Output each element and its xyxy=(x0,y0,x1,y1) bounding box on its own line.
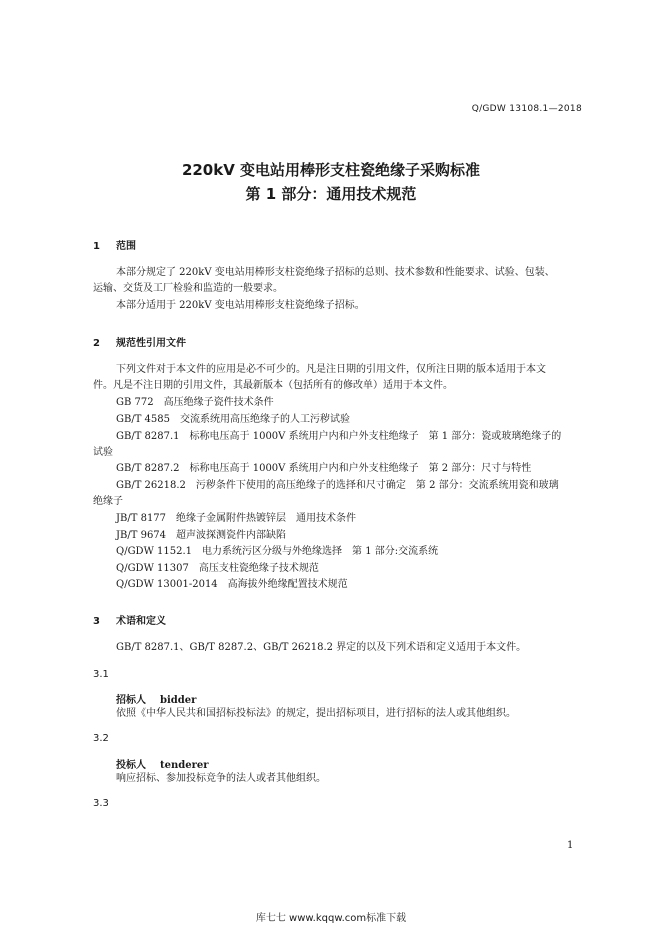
reference-item: GB/T 8287.2 标称电压高于 1000V 系统用户内和户外支柱绝缘子 第 2 部分：尺寸与特性 xyxy=(116,463,532,474)
term-definition: 响应招标、参加投标竞争的法人或者其他组织。 xyxy=(116,773,326,784)
term-chinese: 投标人 xyxy=(116,760,146,771)
reference-item-continuation: 试验 xyxy=(93,447,113,458)
document-code: Q/GDW 13108.1—2018 xyxy=(471,104,582,114)
section-3-heading xyxy=(93,612,166,627)
term-heading xyxy=(116,691,196,706)
footer-watermark: 库七七 www.kqqw.com标准下载 xyxy=(255,913,407,924)
reference-item: Q/GDW 1152.1 电力系统污区分级与外绝缘选择 第 1 部分:交流系统 xyxy=(116,546,439,557)
page-number: 1 xyxy=(567,840,574,851)
paragraph: 运输、交货及工厂检验和监造的一般要求。 xyxy=(93,283,283,294)
paragraph: 本部分适用于 220kV 变电站用棒形支柱瓷绝缘子招标。 xyxy=(116,300,365,311)
paragraph: 件。凡是不注日期的引用文件，其最新版本（包括所有的修改单）适用于本文件。 xyxy=(93,380,453,391)
reference-item: JB/T 9674 超声波探测瓷件内部缺陷 xyxy=(116,530,287,541)
reference-item-continuation: 绝缘子 xyxy=(93,496,123,507)
term-definition: 依照《中华人民共和国招标投标法》的规定，提出招标项目，进行招标的法人或其他组织。 xyxy=(116,708,516,719)
reference-item: GB 772 高压绝缘子瓷件技术条件 xyxy=(116,397,274,408)
section-title: 范围 xyxy=(116,241,136,252)
term-heading xyxy=(116,756,209,771)
section-number: 2 xyxy=(93,338,100,349)
section-number: 1 xyxy=(93,241,100,252)
section-number: 3 xyxy=(93,616,100,627)
term-english: bidder xyxy=(160,695,197,706)
term-chinese: 招标人 xyxy=(116,695,146,706)
document-title: 220kV 变电站用棒形支柱瓷绝缘子采购标准 xyxy=(181,161,481,179)
reference-item: Q/GDW 13001-2014 高海拔外绝缘配置技术规范 xyxy=(116,579,348,590)
term-english: tenderer xyxy=(160,760,209,771)
reference-item: JB/T 8177 绝缘子金属附件热镀锌层 通用技术条件 xyxy=(116,513,357,524)
reference-item: GB/T 8287.1 标称电压高于 1000V 系统用户内和户外支柱绝缘子 第 1 部分：瓷或玻璃绝缘子的 xyxy=(116,431,562,442)
reference-item: GB/T 4585 交流系统用高压绝缘子的人工污秽试验 xyxy=(116,414,351,425)
term-number: 3.2 xyxy=(93,733,109,744)
paragraph: 本部分规定了 220kV 变电站用棒形支柱瓷绝缘子招标的总则、技术参数和性能要求、试验、包装、 xyxy=(116,267,555,278)
section-1-heading xyxy=(93,237,136,252)
section-title: 术语和定义 xyxy=(116,616,166,627)
document-subtitle: 第 1 部分：通用技术规范 xyxy=(245,185,417,203)
section-title: 规范性引用文件 xyxy=(116,338,186,349)
paragraph: GB/T 8287.1、GB/T 8287.2、GB/T 26218.2 界定的以及下列术语和定义适用于本文件。 xyxy=(116,642,527,653)
term-number: 3.3 xyxy=(93,798,109,809)
reference-item: Q/GDW 11307 高压支柱瓷绝缘子技术规范 xyxy=(116,563,319,574)
section-2-heading xyxy=(93,334,186,349)
reference-item: GB/T 26218.2 污秽条件下使用的高压绝缘子的选择和尺寸确定 第 2 部分：交流系统用瓷和玻璃 xyxy=(116,480,559,491)
paragraph: 下列文件对于本文件的应用是必不可少的。凡是注日期的引用文件，仅所注日期的版本适用于本文 xyxy=(116,364,546,375)
term-number: 3.1 xyxy=(93,669,109,680)
